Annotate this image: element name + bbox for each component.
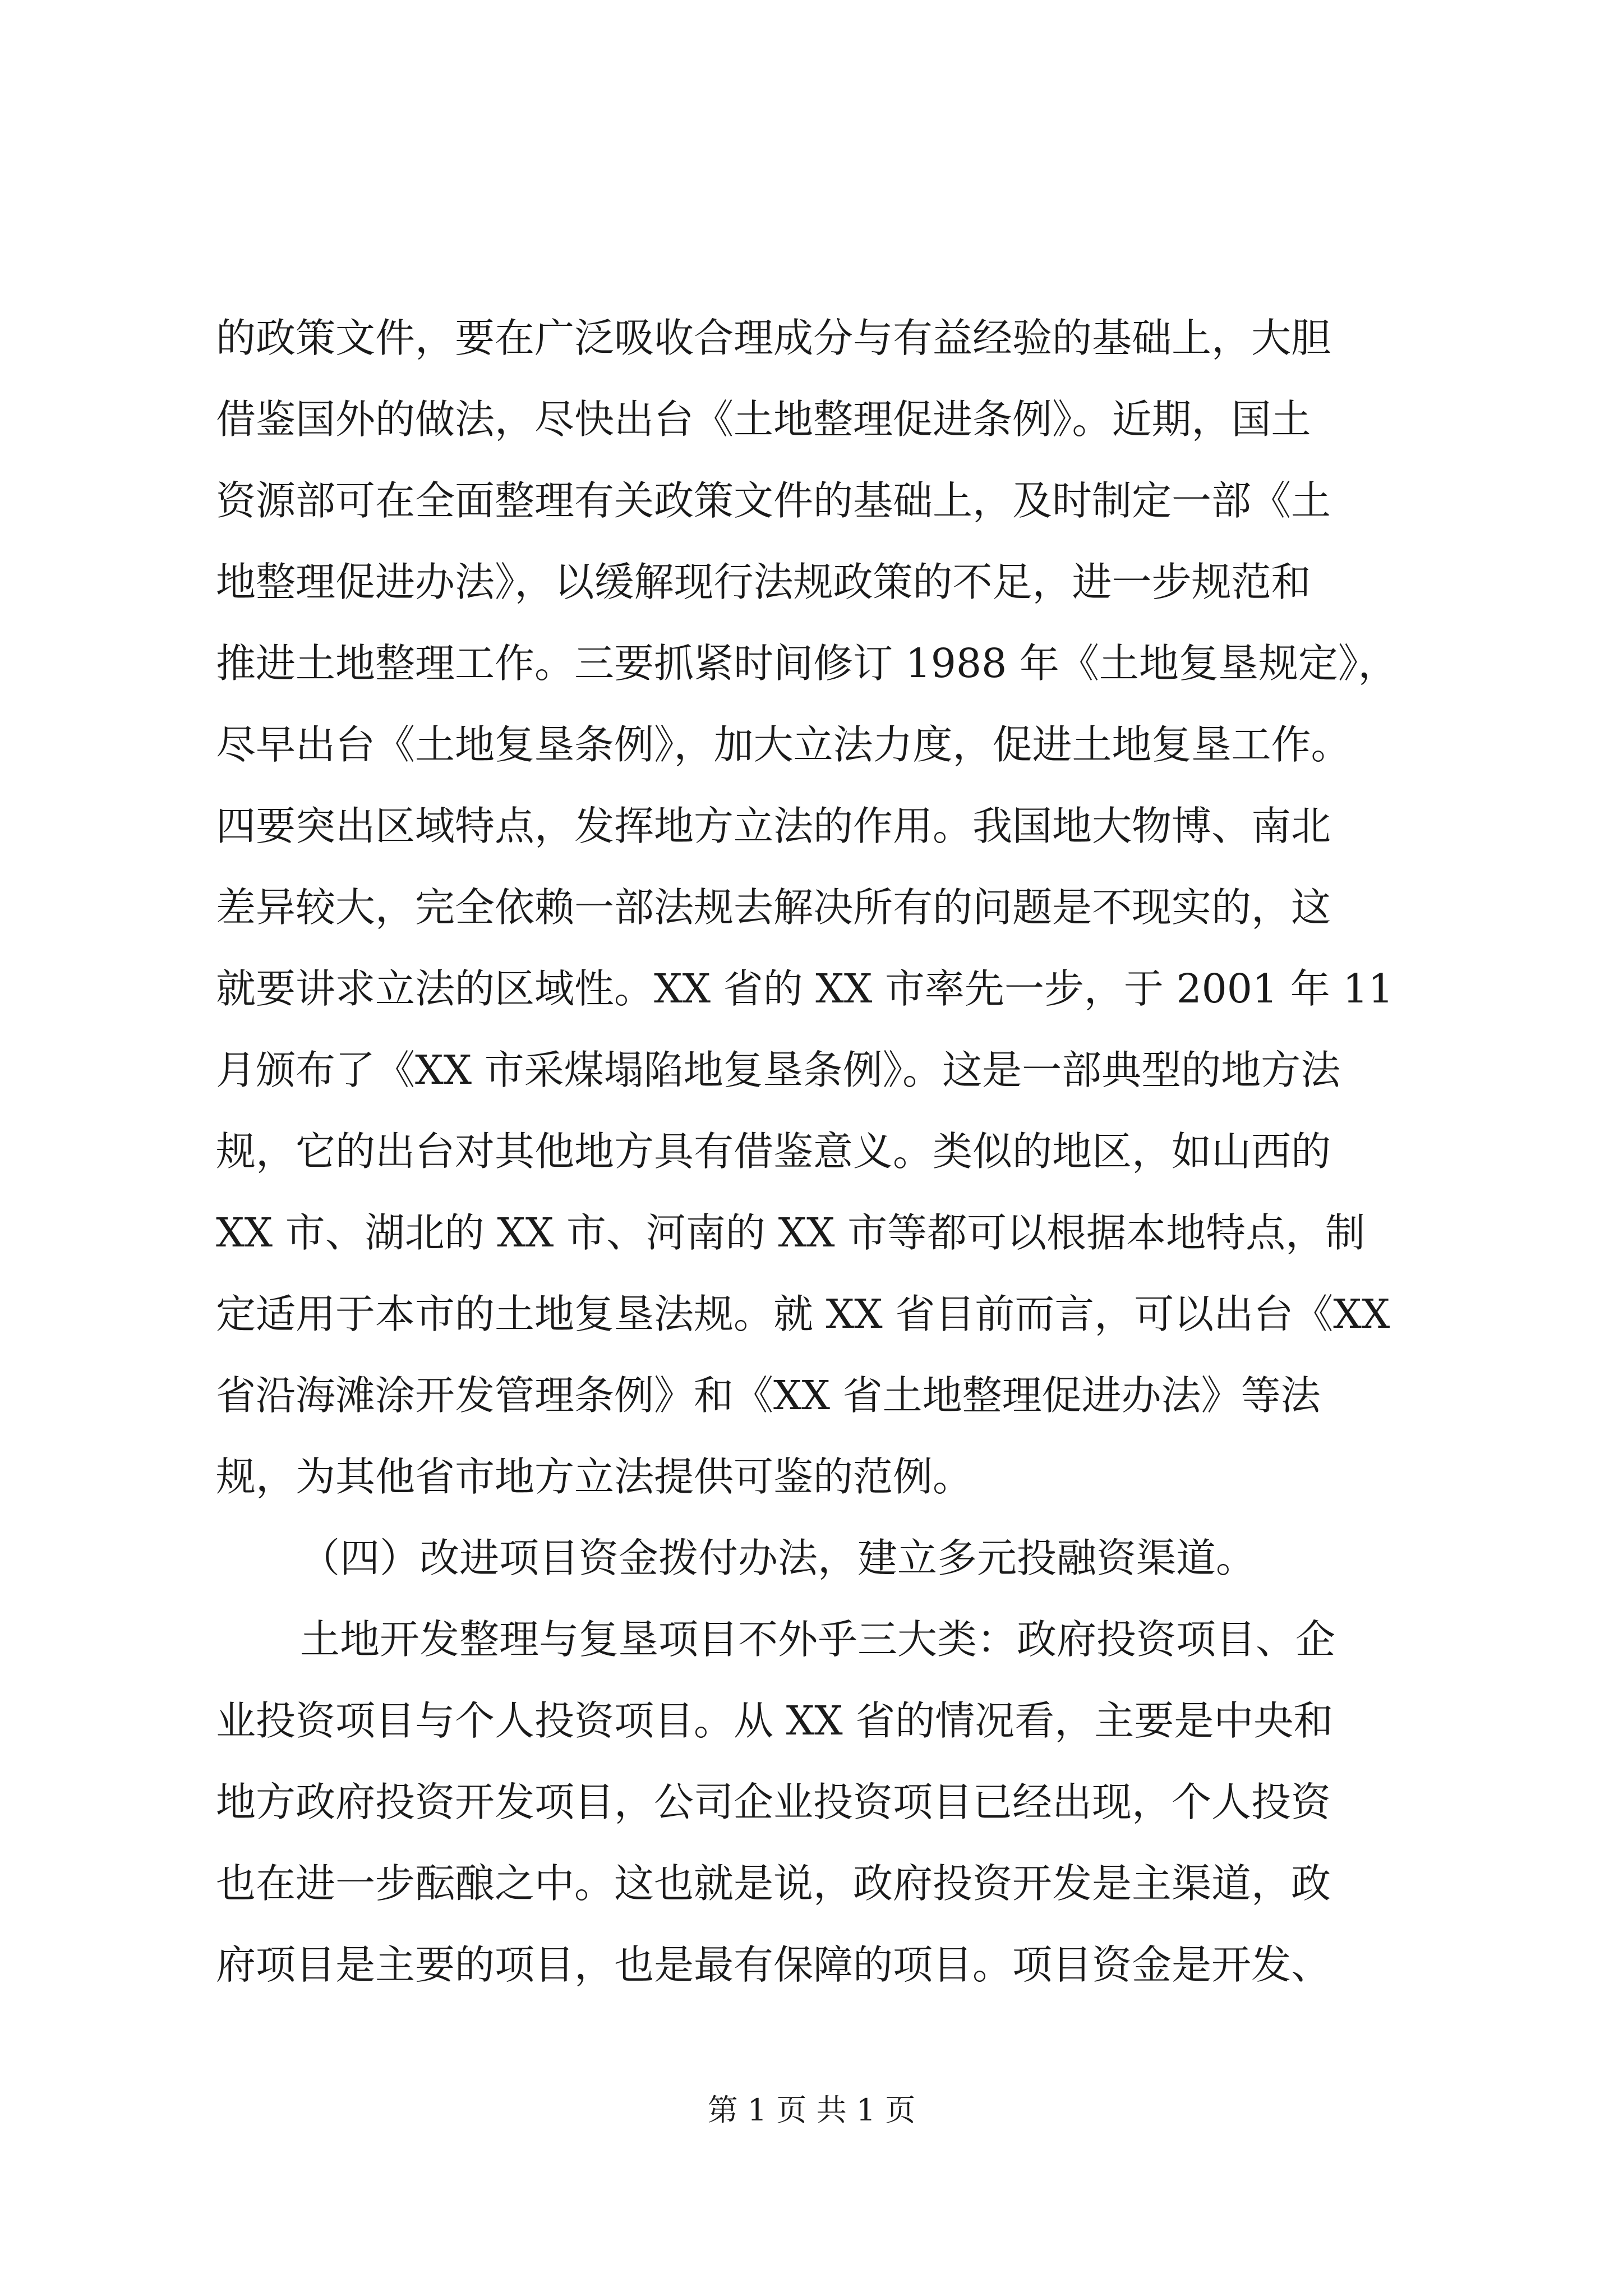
body-text-line: 的政策文件，要在广泛吸收合理成分与有益经验的基础上，大胆	[216, 315, 1331, 361]
body-text-line: 月颁布了《XX 市采煤塌陷地复垦条例》。这是一部典型的地方法	[216, 1047, 1341, 1093]
body-text-line: 规，为其他省市地方立法提供可鉴的范例。	[216, 1453, 973, 1500]
body-text-line: 差异较大，完全依赖一部法规去解决所有的问题是不现实的，这	[216, 884, 1331, 931]
body-text-line: 省沿海滩涂开发管理条例》和《XX 省土地整理促进办法》等法	[216, 1372, 1321, 1419]
body-text-line: 地方政府投资开发项目，公司企业投资项目已经出现，个人投资	[216, 1779, 1331, 1825]
body-text-line: 也在进一步酝酿之中。这也就是说，政府投资开发是主渠道，政	[216, 1860, 1331, 1907]
body-text-line: 借鉴国外的做法，尽快出台《土地整理促进条例》。近期，国土	[216, 396, 1311, 443]
body-text-line: 地整理促进办法》，以缓解现行法规政策的不足，进一步规范和	[216, 559, 1311, 605]
body-text-line: 土地开发整理与复垦项目不外乎三大类：政府投资项目、企	[300, 1616, 1336, 1663]
body-text-line: 就要讲求立法的区域性。XX 省的 XX 市率先一步，于 2001 年 11	[216, 965, 1394, 1012]
body-text-line: 府项目是主要的项目，也是最有保障的项目。项目资金是开发、	[216, 1941, 1331, 1988]
section-heading: （四）改进项目资金拨付办法，建立多元投融资渠道。	[300, 1535, 1256, 1581]
body-text-line: 规，它的出台对其他地方具有借鉴意义。类似的地区，如山西的	[216, 1128, 1331, 1175]
body-text-line: 四要突出区域特点，发挥地方立法的作用。我国地大物博、南北	[216, 803, 1331, 849]
body-text-line: XX 市、湖北的 XX 市、河南的 XX 市等都可以根据本地特点，制	[216, 1209, 1366, 1256]
body-text-line: 推进土地整理工作。三要抓紧时间修订 1988 年《土地复垦规定》，	[216, 640, 1398, 687]
body-text-line: 业投资项目与个人投资项目。从 XX 省的情况看，主要是中央和	[216, 1697, 1334, 1744]
page-number-footer: 第 1 页 共 1 页	[707, 2092, 916, 2128]
body-text-line: 定适用于本市的土地复垦法规。就 XX 省目前而言，可以出台《XX	[216, 1291, 1390, 1337]
body-text-line: 资源部可在全面整理有关政策文件的基础上，及时制定一部《土	[216, 477, 1331, 524]
body-text-line: 尽早出台《土地复垦条例》，加大立法力度，促进土地复垦工作。	[216, 721, 1351, 768]
